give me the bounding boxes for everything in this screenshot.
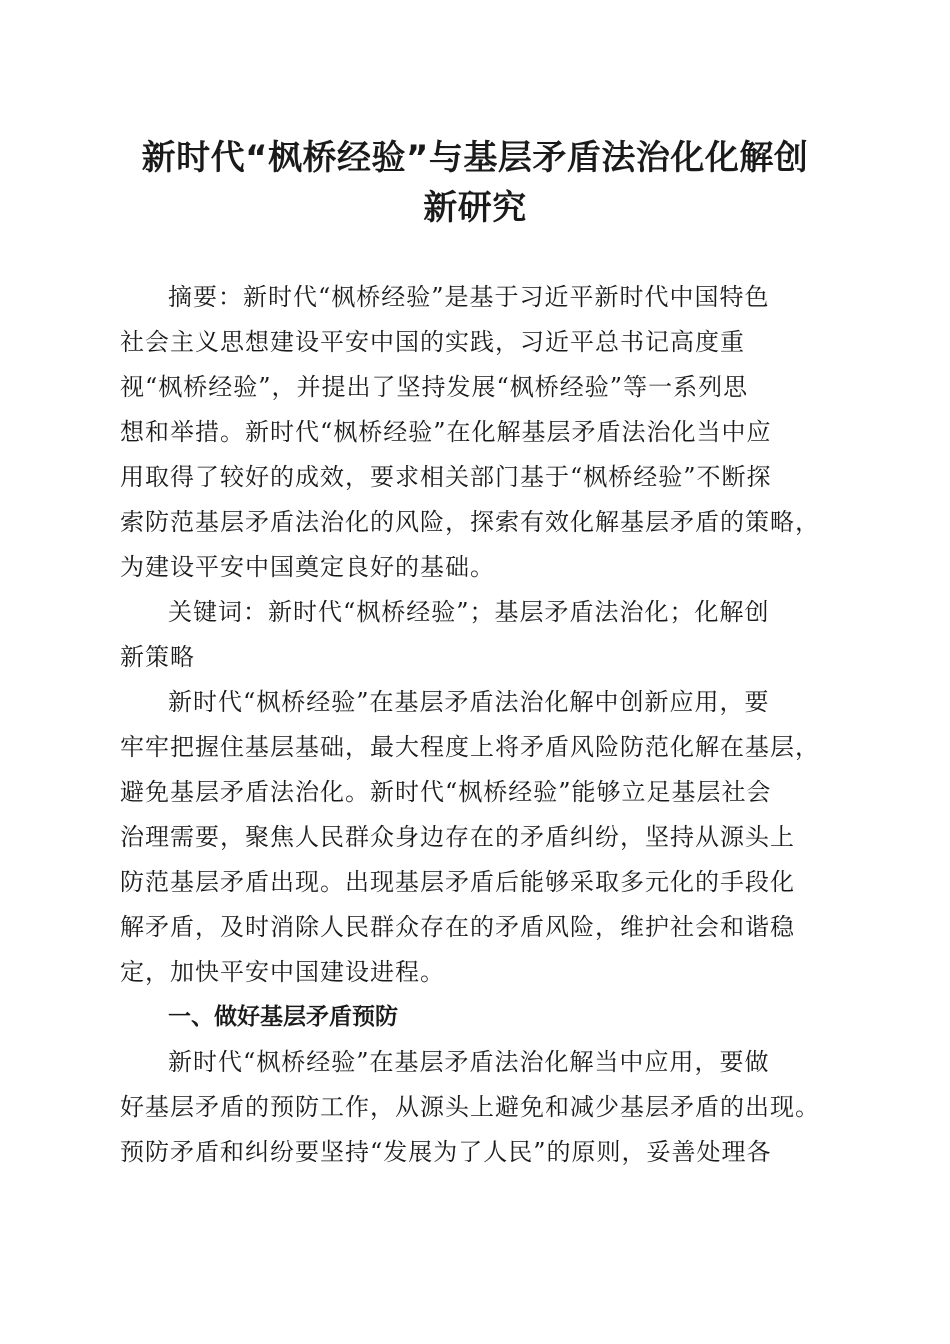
section-paragraph (120, 1040, 825, 1175)
abstract-line: 为建设平安中国奠定良好的基础。 (120, 553, 495, 581)
keywords-paragraph (120, 590, 825, 680)
intro-line: 解矛盾，及时消除人民群众存在的矛盾风险，维护社会和谐稳 (120, 913, 795, 941)
section-heading: 一、做好基层矛盾预防 (168, 1004, 398, 1030)
abstract-line: 社会主义思想建设平安中国的实践，习近平总书记高度重 (120, 328, 745, 356)
title-line: 新研究 (423, 188, 527, 228)
abstract-line: 想和举措。新时代“枫桥经验”在化解基层矛盾法治化当中应 (120, 418, 772, 446)
section-line: 好基层矛盾的预防工作，从源头上避免和减少基层矛盾的出现。 (120, 1093, 820, 1121)
abstract-line: 索防范基层矛盾法治化的风险，探索有效化解基层矛盾的策略， (120, 508, 820, 536)
keywords-line: 新策略 (120, 643, 195, 671)
intro-line: 定，加快平安中国建设进程。 (120, 958, 445, 986)
intro-line: 避免基层矛盾法治化。新时代“枫桥经验”能够立足基层社会 (120, 778, 772, 806)
abstract-line: 视“枫桥经验”，并提出了坚持发展“枫桥经验”等一系列思 (120, 373, 749, 401)
intro-paragraph (120, 680, 825, 995)
section-line: 预防矛盾和纠纷要坚持“发展为了人民”的原则，妥善处理各 (120, 1138, 772, 1166)
document-body (120, 275, 825, 1175)
document-title (100, 133, 850, 233)
intro-line: 新时代“枫桥经验”在基层矛盾法治化解中创新应用，要 (168, 688, 770, 716)
intro-line: 牢牢把握住基层基础，最大程度上将矛盾风险防范化解在基层， (120, 733, 820, 761)
abstract-paragraph (120, 275, 825, 590)
keywords-line: 关键词：新时代“枫桥经验”；基层矛盾法治化；化解创 (168, 598, 770, 626)
abstract-line: 摘要：新时代“枫桥经验”是基于习近平新时代中国特色 (168, 283, 770, 311)
section-line: 新时代“枫桥经验”在基层矛盾法治化解当中应用，要做 (168, 1048, 770, 1076)
abstract-line: 用取得了较好的成效，要求相关部门基于“枫桥经验”不断探 (120, 463, 772, 491)
intro-line: 防范基层矛盾出现。出现基层矛盾后能够采取多元化的手段化 (120, 868, 795, 896)
intro-line: 治理需要，聚焦人民群众身边存在的矛盾纠纷，坚持从源头上 (120, 823, 795, 851)
title-line: 新时代“枫桥经验”与基层矛盾法治化化解创 (141, 138, 809, 178)
